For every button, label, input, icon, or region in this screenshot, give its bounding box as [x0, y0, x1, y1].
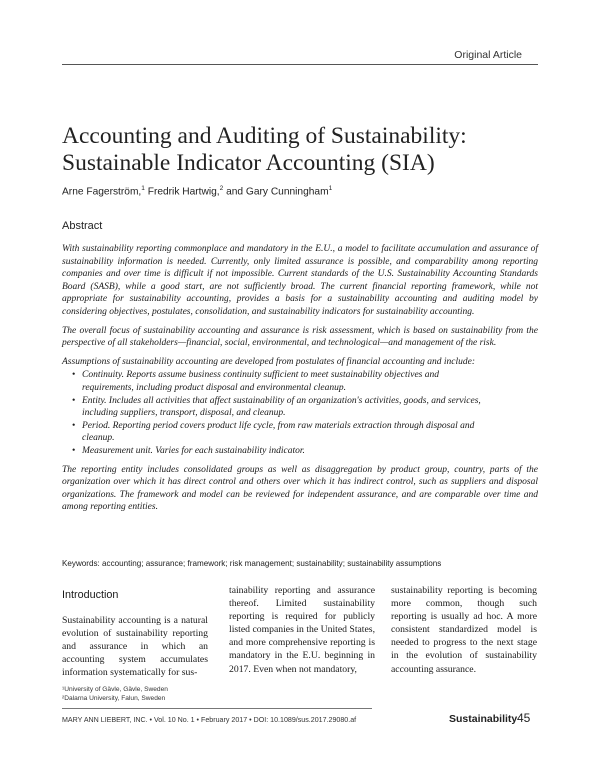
- body-column-1: [62, 589, 208, 680]
- affiliation-marker: 1: [328, 185, 333, 192]
- header-rule: [62, 64, 538, 65]
- affiliation-line: ¹University of Gävle, Gävle, Sweden: [62, 686, 168, 693]
- affiliation-line: ²Dalarna University, Falun, Sweden: [62, 695, 166, 702]
- bullet-marker: •: [72, 445, 76, 456]
- keywords-text: accounting; assurance; framework; risk management; sustainability; sustainability assumptions: [99, 559, 442, 568]
- bullet-marker: •: [72, 420, 76, 431]
- author-name: Arne Fagerström,: [62, 186, 142, 198]
- section-heading-introduction: Introduction: [62, 589, 119, 601]
- list-item-text: Entity. Includes all activities that affect sustainability of an organization's activities, goods, and services, including suppliers, transport, disposal, and cleanup.: [82, 395, 481, 419]
- abstract-paragraph: The overall focus of sustainability accounting and assurance is risk assessment, which is based on sustainability from the perspective of all stakeholders—financial, social, environmental, and technological—and management of the risk.: [62, 325, 538, 349]
- bullet-marker: •: [72, 370, 76, 381]
- abstract-paragraph: With sustainability reporting commonplace and mandatory in the E.U., a model to facilitate accumulation and assurance of sustainability information is needed. Currently, only limited assurance is possible, and comparability among reporting companies and over time is difficult if not impossible. Current standards of the U.S. Sustainability Accounting Standards Board (SASB), while a good start, are not sufficiently broad. The current financial reporting framework, while not appropriate for sustainability accounting, provides a basis for a sustainability accounting and auditing model by considering objectives, postulates, consolidation, and sustainability indicators for sustainability accounting.: [62, 244, 538, 317]
- body-column-2: [229, 584, 375, 676]
- body-paragraph: Sustainability accounting is a natural evolution of sustainability reporting and assurance in which an accounting system accumulates information systematically for sus-: [62, 615, 208, 679]
- footer-citation: MARY ANN LIEBERT, INC. • Vol. 10 No. 1 • February 2017 • DOI: 10.1089/sus.2017.29080.af: [62, 716, 357, 724]
- assumption-list: [62, 369, 538, 457]
- body-paragraph: sustainability reporting is becoming more common, though such reporting is usually ad hoc. A more consistent standardized model is needed to progress to the next stage in the evolution of sustainability accounting assurance.: [391, 585, 537, 675]
- footer-rule: [62, 708, 372, 709]
- author-list: [62, 185, 332, 197]
- article-title: [62, 123, 542, 177]
- title-line-1: Accounting and Auditing of Sustainability:: [62, 123, 467, 149]
- abstract-paragraph: The reporting entity includes consolidated groups as well as disaggregation by product group, country, parts of the organization over which it has direct control and others over which it has indirect control, such as suppliers and disposal organizations. The framework and model can be reviewed for independent assurance, and are comparable over time and among reporting entities.: [62, 464, 538, 513]
- list-item: [72, 420, 482, 445]
- abstract-heading: Abstract: [62, 220, 103, 232]
- body-paragraph: tainability reporting and assurance thereof. Limited sustainability reporting is required for publicly listed companies in the United States, and more comprehensive reporting is mandatory in the E.U. beginning in 2017. Even when not mandatory,: [229, 585, 375, 675]
- keywords: [62, 559, 542, 568]
- body-column-3: [391, 584, 537, 676]
- footer-journal-name: Sustainability: [449, 713, 518, 725]
- list-item-text: Continuity. Reports assume business continuity sufficient to meet sustainability objectives and requirements, including product disposal and environmental cleanup.: [82, 370, 440, 393]
- keywords-label: Keywords:: [62, 559, 100, 568]
- affiliations: [62, 685, 168, 703]
- affiliation-marker: 2: [219, 185, 224, 192]
- abstract-paragraph: Assumptions of sustainability accounting are developed from postulates of financial accounting and include:: [62, 356, 476, 367]
- list-item-text: Period. Reporting period covers product life cycle, from raw materials extraction through disposal and cleanup.: [82, 420, 475, 444]
- abstract-body: [62, 243, 538, 520]
- list-item: [72, 369, 482, 394]
- page-number: 45: [517, 711, 531, 725]
- bullet-marker: •: [72, 395, 76, 406]
- author-name: Fredrik Hartwig,: [144, 186, 220, 198]
- author-name: and Gary Cunningham: [223, 186, 329, 198]
- list-item: [72, 395, 482, 420]
- list-item-text: Measurement unit. Varies for each sustainability indicator.: [82, 445, 305, 456]
- title-line-2: Sustainable Indicator Accounting (SIA): [62, 150, 435, 176]
- section-label: Original Article: [454, 49, 522, 61]
- list-item: [72, 445, 482, 458]
- affiliation-marker: 1: [141, 185, 145, 192]
